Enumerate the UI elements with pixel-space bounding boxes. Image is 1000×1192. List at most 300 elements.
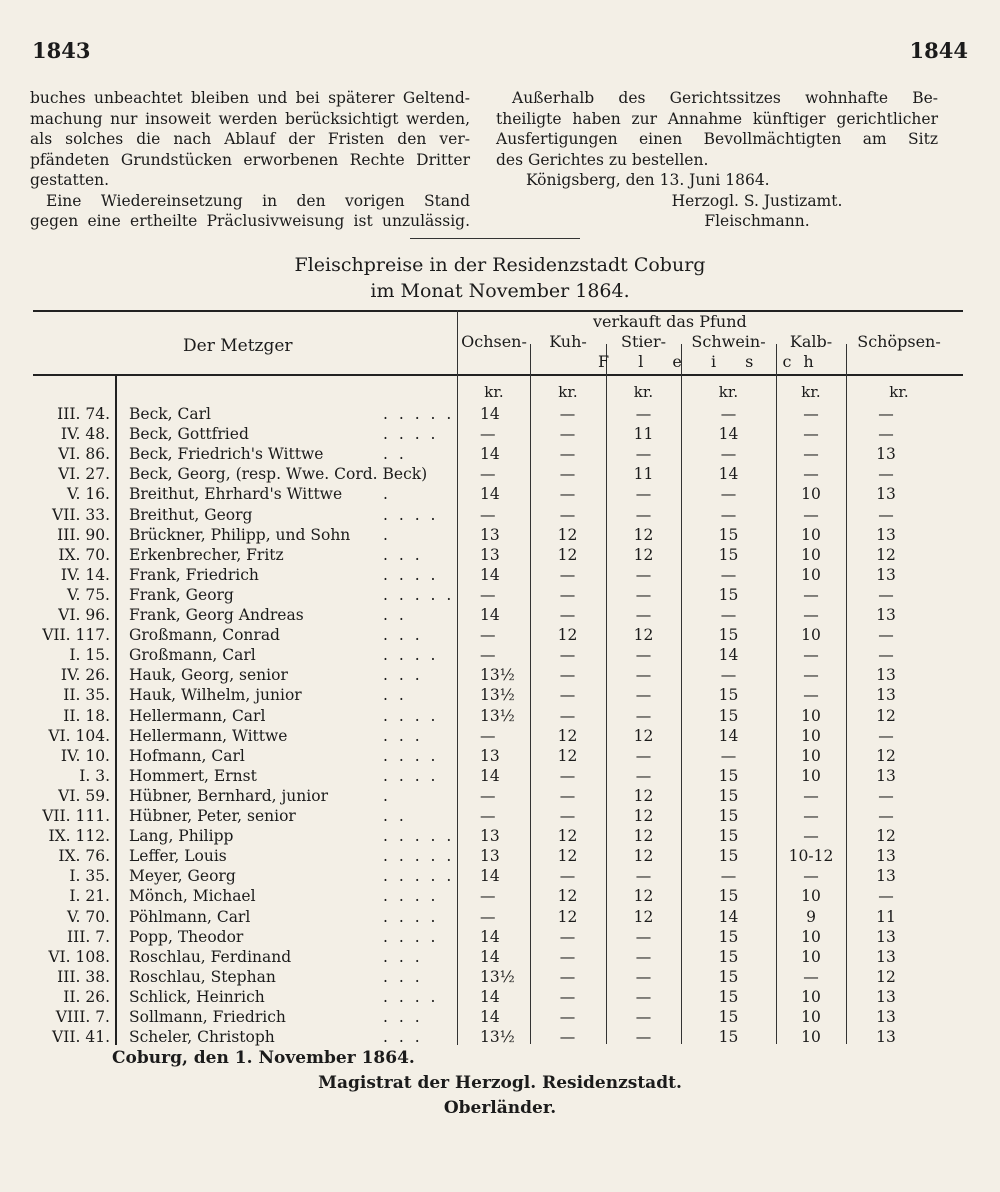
table-row [33, 484, 963, 504]
row-id: III. 7. [66, 927, 110, 946]
row-id: VI. 27. [58, 465, 110, 484]
price-schwein: 15 [718, 827, 739, 846]
table-row [33, 907, 963, 927]
price-ochsen: 14 [480, 485, 500, 504]
unit-label: kr. [558, 383, 578, 401]
row-id: II. 18. [63, 706, 110, 725]
table-row [33, 947, 963, 967]
price-stier: — [635, 686, 652, 705]
price-ochsen: 13 [480, 827, 500, 846]
price-ochsen: 14 [480, 927, 500, 946]
price-kalb: 10 [801, 706, 821, 725]
left-text-column [30, 88, 470, 232]
price-kuh: — [559, 565, 576, 584]
price-stier: 12 [633, 807, 654, 825]
price-schwein: 14 [718, 465, 739, 484]
butcher-name: Pöhlmann, Carl [129, 907, 251, 926]
price-schoepsen: 12 [876, 706, 896, 725]
price-kalb: 9 [806, 907, 816, 926]
text-line: des Gerichtes zu bestellen. [496, 150, 709, 169]
price-schwein: 15 [718, 626, 739, 645]
header-metzger: Der Metzger [183, 336, 293, 356]
butcher-name: Lang, Philipp [129, 827, 234, 846]
price-ochsen: — [480, 646, 496, 665]
row-id: V. 75. [67, 585, 110, 604]
price-kuh: — [559, 867, 576, 886]
price-stier: — [635, 927, 652, 946]
price-schoepsen: — [878, 465, 894, 484]
leader-dots: . [383, 786, 391, 805]
leader-dots: . . [383, 606, 407, 624]
price-stier: — [635, 1028, 652, 1047]
price-ochsen: 14 [480, 766, 500, 785]
leader-dots: . . [383, 807, 407, 825]
price-schwein: 15 [718, 927, 739, 946]
price-schwein: 15 [718, 545, 739, 564]
row-id: IV. 14. [60, 565, 110, 584]
price-kuh: — [559, 585, 576, 604]
price-stier: — [635, 585, 652, 604]
leader-dots: . . . . [383, 766, 439, 785]
price-ochsen: 14 [480, 405, 500, 423]
price-schoepsen: — [878, 585, 894, 604]
price-schoepsen: — [878, 786, 894, 805]
price-ochsen: 13½ [480, 1028, 515, 1047]
price-kalb: — [803, 465, 819, 484]
price-kuh: — [559, 465, 576, 484]
leader-dots: . . . [383, 666, 423, 685]
leader-dots: . . . . [383, 907, 439, 926]
butcher-name: Hauk, Georg, senior [129, 666, 288, 685]
butcher-name: Mönch, Michael [129, 887, 256, 906]
footer-date: Coburg, den 1. November 1864. [112, 1048, 415, 1068]
footer-signature: Oberländer. [443, 1098, 557, 1118]
price-stier: — [635, 646, 652, 665]
butcher-name: Beck, Carl [129, 405, 211, 423]
leader-dots: . . . . [383, 646, 439, 665]
table-row [33, 464, 963, 484]
table-row [33, 565, 963, 585]
price-schoepsen: — [878, 726, 894, 745]
issuing-office: Herzogl. S. Justizamt. [671, 191, 843, 210]
price-stier: — [635, 485, 652, 504]
signatory: Fleischmann. [704, 212, 810, 230]
price-schwein: 15 [718, 1028, 739, 1047]
price-kuh: 12 [557, 626, 578, 645]
price-kuh: — [559, 1008, 576, 1026]
unit-label: kr. [718, 383, 739, 401]
unit-label: kr. [801, 383, 821, 401]
table-row [33, 726, 963, 746]
leader-dots: . . . . [383, 927, 439, 946]
price-kuh: — [559, 686, 576, 705]
text-line: Eine Wiedereinsetzung in den vorigen Stand [46, 191, 470, 210]
butcher-name: Meyer, Georg [129, 867, 236, 886]
price-ochsen: — [480, 887, 496, 906]
price-kuh: — [559, 485, 576, 504]
title-line-1: Fleischpreise in der Residenzstadt Coburg [294, 254, 706, 276]
price-schoepsen: — [878, 626, 894, 645]
title-line-2: im Monat November 1864. [370, 280, 630, 302]
price-kalb: — [803, 786, 819, 805]
price-ochsen: 14 [480, 867, 500, 886]
table-row [33, 505, 963, 525]
row-id: IV. 10. [60, 746, 110, 765]
leader-dots: . . . . . [383, 867, 455, 886]
footer-authority: Magistrat der Herzogl. Residenzstadt. [318, 1073, 682, 1093]
price-kalb: 10 [801, 766, 821, 785]
price-stier: 12 [633, 786, 654, 805]
price-kuh: 12 [557, 726, 578, 745]
leader-dots: . . . . [383, 987, 439, 1006]
price-kalb: 10 [801, 887, 821, 906]
price-schwein: — [720, 867, 737, 886]
row-id: VI. 96. [58, 606, 110, 624]
text-line: gegen eine ertheilte Präclusivweisung ist unzulässig. [30, 212, 470, 230]
row-id: VII. 41. [52, 1028, 110, 1047]
butcher-name: Beck, Georg, (resp. Wwe. Cord. Beck) [129, 465, 428, 484]
text-line: theiligte haben zur Annahme künftiger gerichtlicher [496, 109, 938, 128]
butcher-name: Großmann, Conrad [129, 626, 280, 645]
price-schoepsen: 13 [876, 565, 896, 584]
price-ochsen: — [480, 425, 496, 444]
price-ochsen: — [480, 505, 496, 524]
table-row [33, 625, 963, 645]
price-ochsen: — [480, 907, 496, 926]
leader-dots: . . . . [383, 505, 439, 524]
row-id: I. 15. [69, 646, 110, 665]
table-row [33, 605, 963, 625]
price-schoepsen: 11 [876, 907, 896, 926]
price-schwein: 15 [718, 786, 739, 805]
unit-label: kr. [484, 383, 504, 401]
price-schoepsen: 13 [876, 445, 896, 464]
header-schoepsen: Schöpsen- [857, 332, 941, 351]
row-id: III. 74. [57, 405, 110, 423]
butcher-name: Hellermann, Carl [129, 706, 266, 725]
leader-dots: . . . . . [383, 827, 455, 846]
price-ochsen: — [480, 807, 496, 825]
butcher-name: Schlick, Heinrich [129, 987, 265, 1006]
price-schwein: — [720, 505, 737, 524]
price-schwein: — [720, 445, 737, 464]
butcher-name: Sollmann, Friedrich [129, 1008, 286, 1026]
butcher-name: Hübner, Bernhard, junior [129, 786, 328, 805]
row-id: IX. 76. [58, 847, 110, 866]
price-schwein: — [720, 606, 737, 624]
place-date: Königsberg, den 13. Juni 1864. [526, 171, 770, 189]
leader-dots: . . . [383, 1008, 423, 1026]
text-line: machung nur insoweit werden berücksichtigt werden, [30, 109, 470, 128]
table-row [33, 404, 963, 424]
price-kalb: 10 [801, 947, 821, 966]
butcher-name: Roschlau, Stephan [129, 967, 276, 986]
row-id: VII. 111. [42, 807, 110, 825]
butcher-name: Roschlau, Ferdinand [129, 947, 292, 966]
butcher-name: Breithut, Georg [129, 505, 253, 524]
header-ochsen: Ochsen- [461, 332, 527, 351]
price-ochsen: 13½ [480, 686, 515, 705]
price-ochsen: 13 [480, 525, 500, 544]
row-id: I. 35. [69, 867, 110, 886]
price-ochsen: — [480, 626, 496, 645]
text-line: pfändeten Grundstücken erworbenen Rechte Dritter [30, 150, 470, 169]
price-schoepsen: 13 [876, 606, 896, 624]
row-id: IX. 112. [48, 827, 110, 846]
price-ochsen: 13 [480, 746, 500, 765]
page-number-left: 1843 [32, 38, 91, 63]
price-stier: 12 [633, 887, 654, 906]
price-stier: 12 [633, 726, 654, 745]
price-schwein: 15 [718, 766, 739, 785]
price-stier: 11 [633, 465, 654, 484]
header-verkauft: verkauft das Pfund [593, 312, 747, 331]
price-schwein: 14 [718, 646, 739, 665]
table-row [33, 746, 963, 766]
table-row [33, 826, 963, 846]
butcher-name: Leffer, Louis [129, 847, 227, 866]
row-id: VI. 108. [48, 947, 110, 966]
butcher-name: Großmann, Carl [129, 646, 256, 665]
leader-dots: . . . [383, 626, 423, 645]
row-id: VI. 104. [48, 726, 110, 745]
price-schwein: — [720, 565, 737, 584]
price-schoepsen: 12 [876, 746, 896, 765]
price-schoepsen: 13 [876, 987, 896, 1006]
butcher-name: Beck, Gottfried [129, 425, 249, 444]
price-stier: 12 [633, 545, 654, 564]
table-row [33, 706, 963, 726]
row-id: II. 35. [63, 686, 110, 705]
price-schoepsen: 13 [876, 847, 896, 866]
price-stier: — [635, 505, 652, 524]
price-kalb: 10-12 [788, 847, 834, 866]
butcher-name: Frank, Friedrich [129, 565, 259, 584]
butcher-name: Hofmann, Carl [129, 746, 245, 765]
price-kuh: — [559, 766, 576, 785]
price-ochsen: 14 [480, 445, 500, 464]
row-id: VIII. 7. [55, 1008, 110, 1026]
price-schwein: 15 [718, 706, 739, 725]
butcher-name: Popp, Theodor [129, 927, 244, 946]
price-kuh: — [559, 807, 576, 825]
price-kuh: — [559, 1028, 576, 1047]
table-row [33, 424, 963, 444]
table-row [33, 645, 963, 665]
price-schwein: 15 [718, 947, 739, 966]
row-id: IV. 26. [60, 666, 110, 685]
price-kalb: 10 [801, 927, 821, 946]
price-stier: 12 [633, 907, 654, 926]
butcher-name: Brückner, Philipp, und Sohn [129, 525, 351, 544]
price-kuh: 12 [557, 887, 578, 906]
price-ochsen: — [480, 786, 496, 805]
price-schwein: 15 [718, 1008, 739, 1026]
row-id: III. 90. [57, 525, 110, 544]
table-row [33, 927, 963, 947]
price-kuh: — [559, 967, 576, 986]
row-id: VI. 59. [58, 786, 110, 805]
header-schwein: Schwein- [691, 332, 766, 351]
price-schwein: 15 [718, 525, 739, 544]
butcher-name: Scheler, Christoph [129, 1028, 275, 1047]
price-ochsen: 14 [480, 565, 500, 584]
header-stier: Stier- [620, 332, 667, 351]
price-kuh: — [559, 646, 576, 665]
table-title [0, 252, 1000, 304]
price-stier: — [635, 606, 652, 624]
price-stier: — [635, 565, 652, 584]
price-kalb: — [803, 686, 819, 705]
butcher-name: Beck, Friedrich's Wittwe [129, 445, 324, 464]
price-schoepsen: — [878, 887, 894, 906]
price-kalb: — [803, 505, 819, 524]
table-row [33, 585, 963, 605]
table-row [33, 685, 963, 705]
price-stier: — [635, 1008, 652, 1026]
butcher-name: Hommert, Ernst [129, 766, 257, 785]
row-id: V. 70. [67, 907, 110, 926]
text-line: buches unbeachtet bleiben und bei späterer Geltend- [30, 89, 470, 107]
row-id: VII. 117. [42, 626, 110, 645]
price-schwein: 15 [718, 967, 739, 986]
leader-dots: . . . . [383, 746, 439, 765]
leader-dots: . . . [383, 1028, 423, 1047]
leader-dots: . . . [383, 726, 423, 745]
price-schwein: 15 [718, 807, 739, 825]
price-kalb: 10 [801, 485, 821, 504]
price-schoepsen: 13 [876, 666, 896, 685]
leader-dots: . . . . . [383, 405, 455, 423]
price-kuh: — [559, 606, 576, 624]
price-kuh: 12 [557, 525, 578, 544]
price-schoepsen: 13 [876, 927, 896, 946]
price-kalb: — [803, 425, 819, 444]
table-row [33, 545, 963, 565]
row-id: VII. 33. [52, 505, 110, 524]
leader-dots: . [383, 485, 391, 504]
leader-dots: . . . . [383, 565, 439, 584]
price-kalb: 10 [801, 525, 821, 544]
right-text-column [496, 88, 938, 232]
price-stier: 12 [633, 827, 654, 846]
price-ochsen: 13 [480, 847, 500, 866]
price-stier: — [635, 766, 652, 785]
price-kalb: 10 [801, 626, 821, 645]
butcher-name: Hübner, Peter, senior [129, 807, 296, 825]
price-kuh: — [559, 987, 576, 1006]
price-schwein: 14 [718, 726, 739, 745]
text-line: als solches die nach Ablauf der Fristen den ver- [30, 130, 470, 148]
leader-dots: . . . [383, 967, 423, 986]
price-kalb: 10 [801, 1028, 821, 1047]
leader-dots: . . . . . [383, 847, 455, 866]
price-kuh: 12 [557, 746, 578, 765]
table-row [33, 766, 963, 786]
price-schwein: 15 [718, 686, 739, 705]
price-kuh: 12 [557, 847, 578, 866]
price-schoepsen: 13 [876, 1028, 896, 1047]
price-kalb: — [803, 867, 819, 886]
leader-dots: . . . . [383, 425, 439, 444]
price-stier: 12 [633, 847, 654, 866]
text-line: gestatten. [30, 171, 110, 189]
leader-dots: . . . . [383, 706, 439, 725]
row-id: IX. 70. [58, 545, 110, 564]
header-bottom-rule [33, 374, 963, 376]
price-ochsen: 13 [480, 545, 500, 564]
price-kalb: 10 [801, 1008, 821, 1026]
row-id: III. 38. [57, 967, 110, 986]
butcher-name: Hauk, Wilhelm, junior [129, 686, 302, 705]
price-kuh: 12 [557, 545, 578, 564]
price-schwein: — [720, 746, 737, 765]
price-ochsen: 13½ [480, 706, 515, 725]
text-line: Außerhalb des Gerichtssitzes wohnhafte Be- [512, 89, 938, 107]
price-schoepsen: 13 [876, 686, 896, 705]
table-row [33, 786, 963, 806]
price-schoepsen: — [878, 425, 894, 444]
price-kalb: — [803, 827, 819, 846]
price-schoepsen: 13 [876, 1008, 896, 1026]
price-schwein: 15 [718, 987, 739, 1006]
leader-dots: . . . . . [383, 585, 455, 604]
price-ochsen: — [480, 585, 496, 604]
price-stier: 11 [633, 425, 654, 444]
price-schoepsen: — [878, 646, 894, 665]
table-row [33, 665, 963, 685]
price-schwein: 15 [718, 847, 739, 866]
price-schwein: 15 [718, 887, 739, 906]
price-kalb: — [803, 967, 819, 986]
header-fleisch: F l e i s ch [598, 352, 826, 371]
price-kuh: — [559, 405, 576, 423]
row-id: I. 21. [69, 887, 110, 906]
price-stier: — [635, 987, 652, 1006]
price-ochsen: 14 [480, 987, 500, 1006]
row-id: VI. 86. [58, 445, 110, 464]
table-row [33, 806, 963, 826]
price-kalb: 10 [801, 545, 821, 564]
price-kuh: — [559, 505, 576, 524]
price-stier: — [635, 405, 652, 423]
row-id: IV. 48. [60, 425, 110, 444]
leader-dots: . [383, 525, 391, 544]
price-schoepsen: 13 [876, 766, 896, 785]
butcher-name: Frank, Georg [129, 585, 234, 604]
price-stier: — [635, 666, 652, 685]
price-ochsen: 14 [480, 606, 500, 624]
row-id: I. 3. [79, 766, 110, 785]
price-kalb: 10 [801, 987, 821, 1006]
header-kuh: Kuh- [549, 332, 587, 351]
price-schoepsen: 13 [876, 485, 896, 504]
price-kuh: — [559, 927, 576, 946]
page-number-right: 1844 [909, 38, 968, 63]
price-kalb: — [803, 405, 819, 423]
table-row [33, 1027, 963, 1047]
table-row [33, 1007, 963, 1027]
price-kalb: — [803, 646, 819, 665]
leader-dots: . . [383, 445, 407, 464]
price-kalb: — [803, 585, 819, 604]
price-stier: — [635, 967, 652, 986]
leader-dots: . . . . [383, 887, 439, 906]
price-schoepsen: 12 [876, 827, 896, 846]
price-schwein: 14 [718, 907, 739, 926]
price-schoepsen: — [878, 807, 894, 825]
price-schoepsen: 13 [876, 525, 896, 544]
